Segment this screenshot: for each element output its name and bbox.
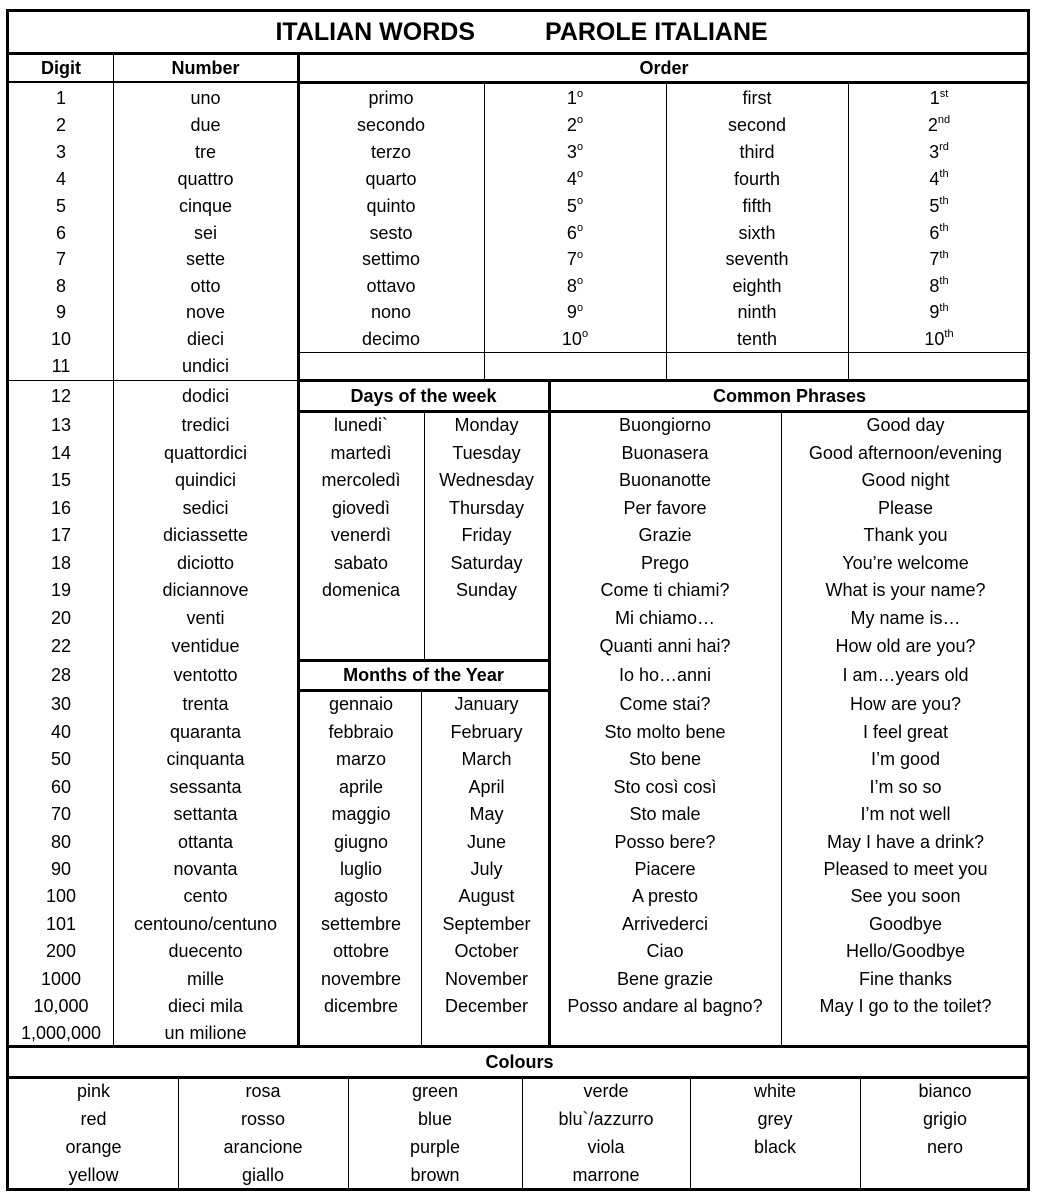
number-word: centouno/centuno [133, 913, 278, 934]
phrase-italian: Prego [640, 552, 690, 573]
ordinal-number: 9 [566, 302, 577, 322]
number-word: diciotto [176, 552, 235, 573]
ordinal-number: 1 [566, 88, 577, 108]
phrase-english: Goodbye [868, 913, 943, 934]
order-english-ordinal [848, 299, 1030, 325]
month-italian: dicembre [323, 995, 399, 1016]
phrase-english: See you soon [850, 886, 961, 906]
number-word: dodici [181, 385, 230, 406]
colour-italian: nero [926, 1137, 964, 1157]
order-italian-ordinal [484, 111, 666, 138]
number-digit: 70 [50, 804, 72, 824]
order-italian: terzo [370, 141, 412, 162]
day-english: Saturday [450, 552, 523, 573]
day-italian: lunedi` [333, 415, 389, 435]
colour-italian: rosa [245, 1081, 281, 1101]
phrase-italian: Quanti anni hai? [599, 635, 731, 656]
ordinal-suffix: th [939, 195, 949, 207]
number-word: otto [190, 275, 221, 296]
order-english-ordinal [848, 192, 1030, 219]
number-word: uno [190, 88, 221, 108]
phrase-english: Good night [861, 470, 950, 490]
colour-english: pink [76, 1081, 111, 1101]
order-english-ordinal [848, 85, 1030, 111]
phrase-italian: Posso bere? [614, 831, 716, 852]
order-english-ordinal [848, 165, 1030, 192]
number-word: quindici [174, 470, 237, 490]
month-italian: maggio [331, 804, 391, 824]
table-rule [484, 82, 485, 380]
phrase-english: I’m not well [860, 804, 951, 824]
number-digit: 28 [50, 665, 72, 685]
ordinal-number: 9 [929, 302, 940, 322]
table-rule [421, 690, 422, 1046]
day-italian: giovedì [331, 497, 391, 518]
number-word: cinque [178, 195, 233, 216]
number-digit: 11 [51, 356, 71, 376]
table-rule [424, 411, 425, 660]
header-number: Number [171, 57, 240, 78]
order-italian-ordinal [484, 246, 666, 272]
header-months-of-year: Months of the Year [343, 665, 504, 685]
order-english-ordinal [848, 272, 1030, 299]
ordinal-number: 8 [566, 275, 577, 296]
order-english: seventh [725, 249, 789, 269]
order-italian-ordinal [484, 219, 666, 246]
day-english: Sunday [455, 580, 518, 600]
day-english: Tuesday [452, 442, 521, 463]
colour-english: blue [417, 1109, 453, 1129]
ordinal-suffix: o [576, 114, 584, 126]
number-word: tre [194, 141, 216, 162]
number-digit: 101 [45, 913, 77, 934]
phrase-english: I am…years old [842, 665, 969, 685]
ordinal-number: 8 [929, 275, 940, 296]
ordinal-number: 6 [566, 222, 577, 243]
order-english: fifth [742, 195, 772, 216]
table-rule [348, 1077, 349, 1188]
phrase-italian: Mi chiamo… [614, 607, 716, 628]
number-digit: 12 [50, 385, 72, 406]
phrase-english: Pleased to meet you [823, 858, 988, 879]
order-italian: sesto [369, 222, 413, 243]
phrase-english: How old are you? [835, 635, 976, 656]
ordinal-number: 2 [927, 114, 938, 135]
phrase-italian: Piacere [634, 858, 696, 879]
title-italian: PAROLE ITALIANE [545, 18, 768, 46]
table-rule [848, 82, 849, 380]
number-word: nove [185, 302, 226, 322]
month-english: October [454, 941, 519, 961]
phrase-english: May I have a drink? [826, 831, 985, 852]
ordinal-number: 4 [929, 168, 940, 189]
month-italian: febbraio [328, 721, 394, 742]
ordinal-suffix: o [576, 222, 584, 234]
number-digit: 40 [50, 721, 72, 742]
ordinal-number: 7 [566, 249, 577, 269]
order-italian: quarto [365, 168, 417, 189]
order-italian-ordinal [484, 192, 666, 219]
number-digit: 9 [55, 302, 66, 322]
number-digit: 15 [50, 470, 72, 490]
colour-italian: giallo [241, 1164, 285, 1185]
phrase-italian: Ciao [646, 941, 684, 961]
colour-english [690, 1161, 860, 1188]
title-rule [9, 52, 1030, 55]
day-english: Thursday [448, 497, 525, 518]
ordinal-number: 10 [561, 328, 582, 349]
number-digit: 10 [50, 328, 72, 349]
phrase-english: May I go to the toilet? [819, 995, 992, 1016]
order-italian-ordinal [484, 272, 666, 299]
colour-english: purple [409, 1137, 461, 1157]
month-english: March [461, 749, 512, 769]
number-digit: 4 [55, 168, 66, 189]
number-digit: 5 [55, 195, 66, 216]
phrase-english: Good day [866, 415, 945, 435]
italian-words-sheet [6, 9, 1030, 1191]
table-rule [781, 411, 782, 1046]
order-italian: nono [370, 302, 412, 322]
ordinal-suffix: th [939, 168, 949, 180]
number-digit: 6 [55, 222, 66, 243]
colour-english: black [753, 1137, 797, 1157]
phrase-italian: Come ti chiami? [600, 580, 730, 600]
number-digit: 17 [50, 525, 72, 545]
colour-english: brown [410, 1164, 460, 1185]
number-word: dieci [186, 328, 225, 349]
month-italian: giugno [333, 831, 389, 852]
number-word: cento [183, 886, 228, 906]
table-rule [522, 1077, 523, 1188]
table-rule [298, 410, 1030, 413]
table-rule [298, 352, 1030, 353]
number-digit: 200 [45, 941, 77, 961]
month-italian: ottobre [332, 941, 390, 961]
day-italian: venerdì [330, 525, 392, 545]
order-italian: secondo [356, 114, 426, 135]
table-rule [298, 689, 549, 692]
number-word: sei [193, 222, 217, 243]
phrase-english: You’re welcome [842, 552, 969, 573]
month-english: January [454, 694, 519, 714]
month-english: November [444, 968, 529, 989]
number-word: quattro [177, 168, 234, 189]
colour-italian: viola [587, 1137, 625, 1157]
ordinal-suffix: rd [939, 141, 949, 153]
order-italian-ordinal [484, 325, 666, 352]
colour-italian: arancione [223, 1137, 303, 1157]
order-english: fourth [733, 168, 781, 189]
order-english-ordinal [848, 325, 1030, 352]
colour-italian: verde [583, 1081, 629, 1101]
month-italian: novembre [320, 968, 402, 989]
month-english: July [470, 858, 503, 879]
number-word: settanta [173, 804, 238, 824]
phrase-italian: Sto molto bene [604, 721, 726, 742]
month-italian: agosto [333, 886, 389, 906]
colour-italian: rosso [240, 1109, 285, 1129]
month-italian: aprile [338, 776, 384, 797]
phrase-english: How are you? [849, 694, 962, 714]
day-italian: mercoledì [321, 470, 401, 490]
order-english: tenth [736, 328, 778, 349]
table-rule [9, 1076, 1030, 1079]
order-italian-ordinal [484, 165, 666, 192]
colour-english: grey [757, 1109, 793, 1129]
order-english-ordinal [848, 138, 1030, 165]
ordinal-suffix: st [939, 87, 949, 100]
month-italian: marzo [335, 749, 386, 769]
header-days-of-week: Days of the week [350, 385, 497, 406]
number-digit: 10,000 [33, 995, 89, 1016]
ordinal-suffix: o [581, 328, 589, 340]
phrase-italian: Buonanotte [618, 470, 712, 490]
ordinal-suffix: o [576, 301, 584, 314]
ordinal-suffix: th [939, 275, 949, 287]
header-digit: Digit [41, 57, 81, 78]
phrase-english: I’m so so [869, 776, 942, 797]
phrase-italian: Buongiorno [618, 415, 712, 435]
number-digit: 80 [50, 831, 72, 852]
ordinal-number: 1 [929, 88, 940, 108]
order-english: first [742, 88, 772, 108]
number-word: un milione [164, 1022, 247, 1043]
phrase-italian: Buonasera [621, 442, 709, 463]
ordinal-number: 7 [929, 249, 940, 269]
table-rule [298, 379, 1030, 382]
order-italian: quinto [366, 195, 416, 216]
month-italian: gennaio [328, 694, 394, 714]
table-rule [860, 1077, 861, 1188]
number-digit: 100 [45, 886, 77, 906]
phrase-italian: Sto male [629, 804, 701, 824]
day-english: Wednesday [439, 470, 534, 490]
table-rule [666, 82, 667, 380]
ordinal-number: 3 [566, 141, 577, 162]
table-rule [548, 380, 551, 1046]
number-digit: 7 [55, 249, 66, 269]
ordinal-number: 3 [929, 141, 940, 162]
ordinal-number: 5 [929, 195, 940, 216]
month-english: September [442, 913, 531, 934]
ordinal-suffix: nd [937, 114, 951, 126]
number-word: cinquanta [166, 749, 245, 769]
order-italian-ordinal [484, 138, 666, 165]
day-english: Friday [461, 525, 512, 545]
number-word: duecento [168, 941, 243, 961]
order-english: third [739, 141, 775, 162]
number-word: sessanta [169, 776, 242, 797]
number-digit: 8 [55, 275, 66, 296]
number-word: ventidue [171, 635, 240, 656]
number-word: mille [186, 968, 224, 989]
colour-italian: marrone [572, 1164, 640, 1185]
number-digit: 16 [50, 497, 72, 518]
number-digit: 3 [55, 141, 66, 162]
table-rule [113, 53, 114, 1046]
day-english: Monday [454, 415, 519, 435]
month-english: May [469, 804, 504, 824]
title-english: ITALIAN WORDS [275, 18, 475, 46]
month-english: April [468, 776, 505, 797]
number-digit: 13 [50, 415, 72, 435]
number-digit: 18 [50, 552, 72, 573]
ordinal-suffix: th [944, 328, 954, 340]
month-italian: settembre [320, 913, 402, 934]
order-english-ordinal [848, 246, 1030, 272]
colour-italian: grigio [922, 1109, 968, 1129]
ordinal-number: 2 [566, 114, 577, 135]
month-english: December [444, 995, 529, 1016]
table-rule [9, 1045, 1030, 1048]
table-rule [178, 1077, 179, 1188]
colour-english: yellow [68, 1164, 119, 1185]
month-english: August [458, 886, 515, 906]
ordinal-suffix: o [576, 195, 584, 207]
number-digit: 20 [50, 607, 72, 628]
phrase-english: Please [877, 497, 934, 518]
ordinal-suffix: o [576, 248, 584, 261]
phrase-italian: Come stai? [619, 694, 711, 714]
order-english-ordinal [848, 219, 1030, 246]
colour-italian: blu`/azzurro [558, 1109, 654, 1129]
number-word: sette [185, 249, 226, 269]
colour-english: red [80, 1109, 107, 1129]
phrase-italian: Posso andare al bagno? [567, 995, 763, 1016]
month-english: June [466, 831, 507, 852]
ordinal-suffix: o [576, 87, 584, 100]
number-word: tredici [181, 415, 230, 435]
number-digit: 22 [50, 635, 72, 656]
order-italian-ordinal [484, 299, 666, 325]
phrase-english: My name is… [850, 607, 961, 628]
phrase-english: Fine thanks [858, 968, 953, 989]
month-english: February [450, 721, 523, 742]
number-digit: 90 [50, 858, 72, 879]
number-word: venti [186, 607, 225, 628]
day-italian: martedì [330, 442, 392, 463]
table-rule [690, 1077, 691, 1188]
order-italian: ottavo [366, 275, 416, 296]
number-word: trenta [182, 694, 229, 714]
number-digit: 1000 [40, 968, 82, 989]
phrase-italian: Io ho…anni [618, 665, 712, 685]
order-italian: primo [368, 88, 414, 108]
day-italian: domenica [321, 580, 401, 600]
colour-english: green [411, 1081, 459, 1101]
number-word: ventotto [173, 665, 238, 685]
order-english: sixth [738, 222, 776, 243]
order-italian: settimo [361, 249, 421, 269]
table-rule [297, 53, 300, 1046]
order-english: ninth [737, 302, 777, 322]
number-word: sedici [182, 497, 229, 518]
number-digit: 1,000,000 [20, 1022, 102, 1043]
number-digit: 1 [55, 88, 66, 108]
ordinal-number: 5 [566, 195, 577, 216]
number-digit: 30 [50, 694, 72, 714]
ordinal-suffix: th [939, 248, 949, 261]
phrase-italian: Sto bene [628, 749, 702, 769]
month-italian: luglio [339, 858, 383, 879]
phrase-english: What is your name? [825, 580, 986, 600]
header-order: Order [639, 57, 689, 78]
order-english: second [727, 114, 787, 135]
ordinal-suffix: th [939, 301, 949, 314]
ordinal-suffix: o [576, 168, 584, 180]
number-word: due [190, 114, 221, 135]
header-colours: Colours [485, 1051, 554, 1072]
number-word: undici [181, 356, 230, 376]
phrase-english: Good afternoon/evening [808, 442, 1003, 463]
number-word: diciannove [162, 580, 249, 600]
ordinal-suffix: o [576, 141, 584, 153]
ordinal-number: 10 [924, 328, 945, 349]
day-italian: sabato [333, 552, 389, 573]
number-word: quattordici [163, 442, 248, 463]
number-digit: 19 [50, 580, 72, 600]
ordinal-suffix: th [939, 222, 949, 234]
number-word: dieci mila [167, 995, 244, 1016]
phrase-italian: Sto così così [613, 776, 717, 797]
number-digit: 60 [50, 776, 72, 797]
phrase-italian: Bene grazie [616, 968, 714, 989]
number-digit: 50 [50, 749, 72, 769]
phrase-english: Hello/Goodbye [845, 941, 966, 961]
ordinal-number: 6 [929, 222, 940, 243]
phrase-italian: Grazie [638, 525, 692, 545]
table-rule [9, 81, 298, 83]
colour-italian [860, 1161, 1030, 1188]
ordinal-number: 4 [566, 168, 577, 189]
number-word: diciassette [162, 525, 249, 545]
ordinal-suffix: o [576, 275, 584, 287]
number-digit: 2 [55, 114, 66, 135]
phrase-english: Thank you [863, 525, 948, 545]
phrase-italian: Arrivederci [621, 913, 709, 934]
colour-italian: bianco [918, 1081, 972, 1101]
order-english-ordinal [848, 111, 1030, 138]
colour-english: orange [65, 1137, 122, 1157]
number-word: novanta [173, 858, 238, 879]
colour-english: white [753, 1081, 797, 1101]
number-word: ottanta [177, 831, 234, 852]
phrase-italian: Per favore [623, 497, 707, 518]
phrase-english: I’m good [870, 749, 941, 769]
number-digit: 14 [50, 442, 72, 463]
phrase-english: I feel great [862, 721, 949, 742]
header-common-phrases: Common Phrases [712, 385, 867, 406]
table-rule [298, 81, 1030, 84]
order-english: eighth [732, 275, 782, 296]
phrase-italian: A presto [631, 886, 699, 906]
number-word: quaranta [169, 721, 242, 742]
order-italian: decimo [361, 328, 421, 349]
order-italian-ordinal [484, 85, 666, 111]
table-rule [9, 380, 298, 381]
